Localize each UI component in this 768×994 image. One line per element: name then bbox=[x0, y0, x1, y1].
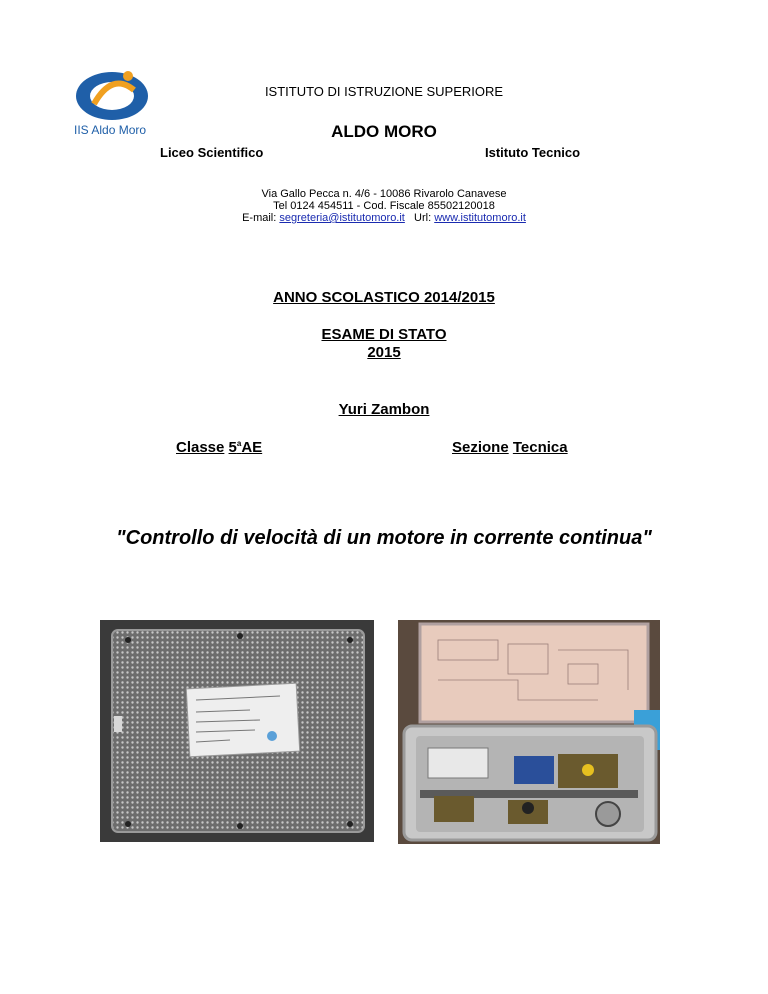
class-number: 5 bbox=[228, 439, 237, 456]
logo-text: IIS Aldo Moro bbox=[74, 123, 147, 137]
class-info bbox=[176, 439, 262, 456]
phone-line: Tel 0124 454511 - Cod. Fiscale 85502120018 bbox=[273, 200, 495, 212]
contact-line bbox=[0, 212, 768, 225]
class-value bbox=[229, 439, 263, 456]
exam-year: 2015 bbox=[367, 344, 401, 361]
address-line: Via Gallo Pecca n. 4/6 - 10086 Rivarolo Canavese bbox=[261, 188, 507, 200]
class-suffix: AE bbox=[241, 439, 263, 456]
student-name: Yuri Zambon bbox=[338, 401, 430, 418]
email-link[interactable]: segreteria@istitutomoro.it bbox=[279, 212, 405, 224]
email-label: E-mail: bbox=[242, 212, 277, 224]
project-title: "Controllo di velocità di un motore in corrente continua" bbox=[116, 527, 652, 549]
enclosure-open-photo bbox=[398, 620, 660, 844]
url-link[interactable]: www.istitutomoro.it bbox=[434, 212, 526, 224]
institute-type: ISTITUTO DI ISTRUZIONE SUPERIORE bbox=[264, 84, 504, 99]
school-name: ALDO MORO bbox=[331, 122, 437, 141]
class-sup: a bbox=[236, 439, 242, 448]
section-info bbox=[452, 439, 568, 456]
branch-right: Istituto Tecnico bbox=[485, 145, 581, 160]
class-label: Classe bbox=[176, 439, 225, 456]
url-label: Url: bbox=[414, 212, 432, 224]
exam-title: ESAME DI STATO bbox=[321, 326, 447, 343]
school-year: ANNO SCOLASTICO 2014/2015 bbox=[273, 289, 495, 306]
section-value: Tecnica bbox=[512, 439, 568, 456]
section-label: Sezione bbox=[452, 439, 509, 456]
enclosure-closed-photo bbox=[100, 620, 374, 842]
branch-left: Liceo Scientifico bbox=[160, 145, 264, 160]
